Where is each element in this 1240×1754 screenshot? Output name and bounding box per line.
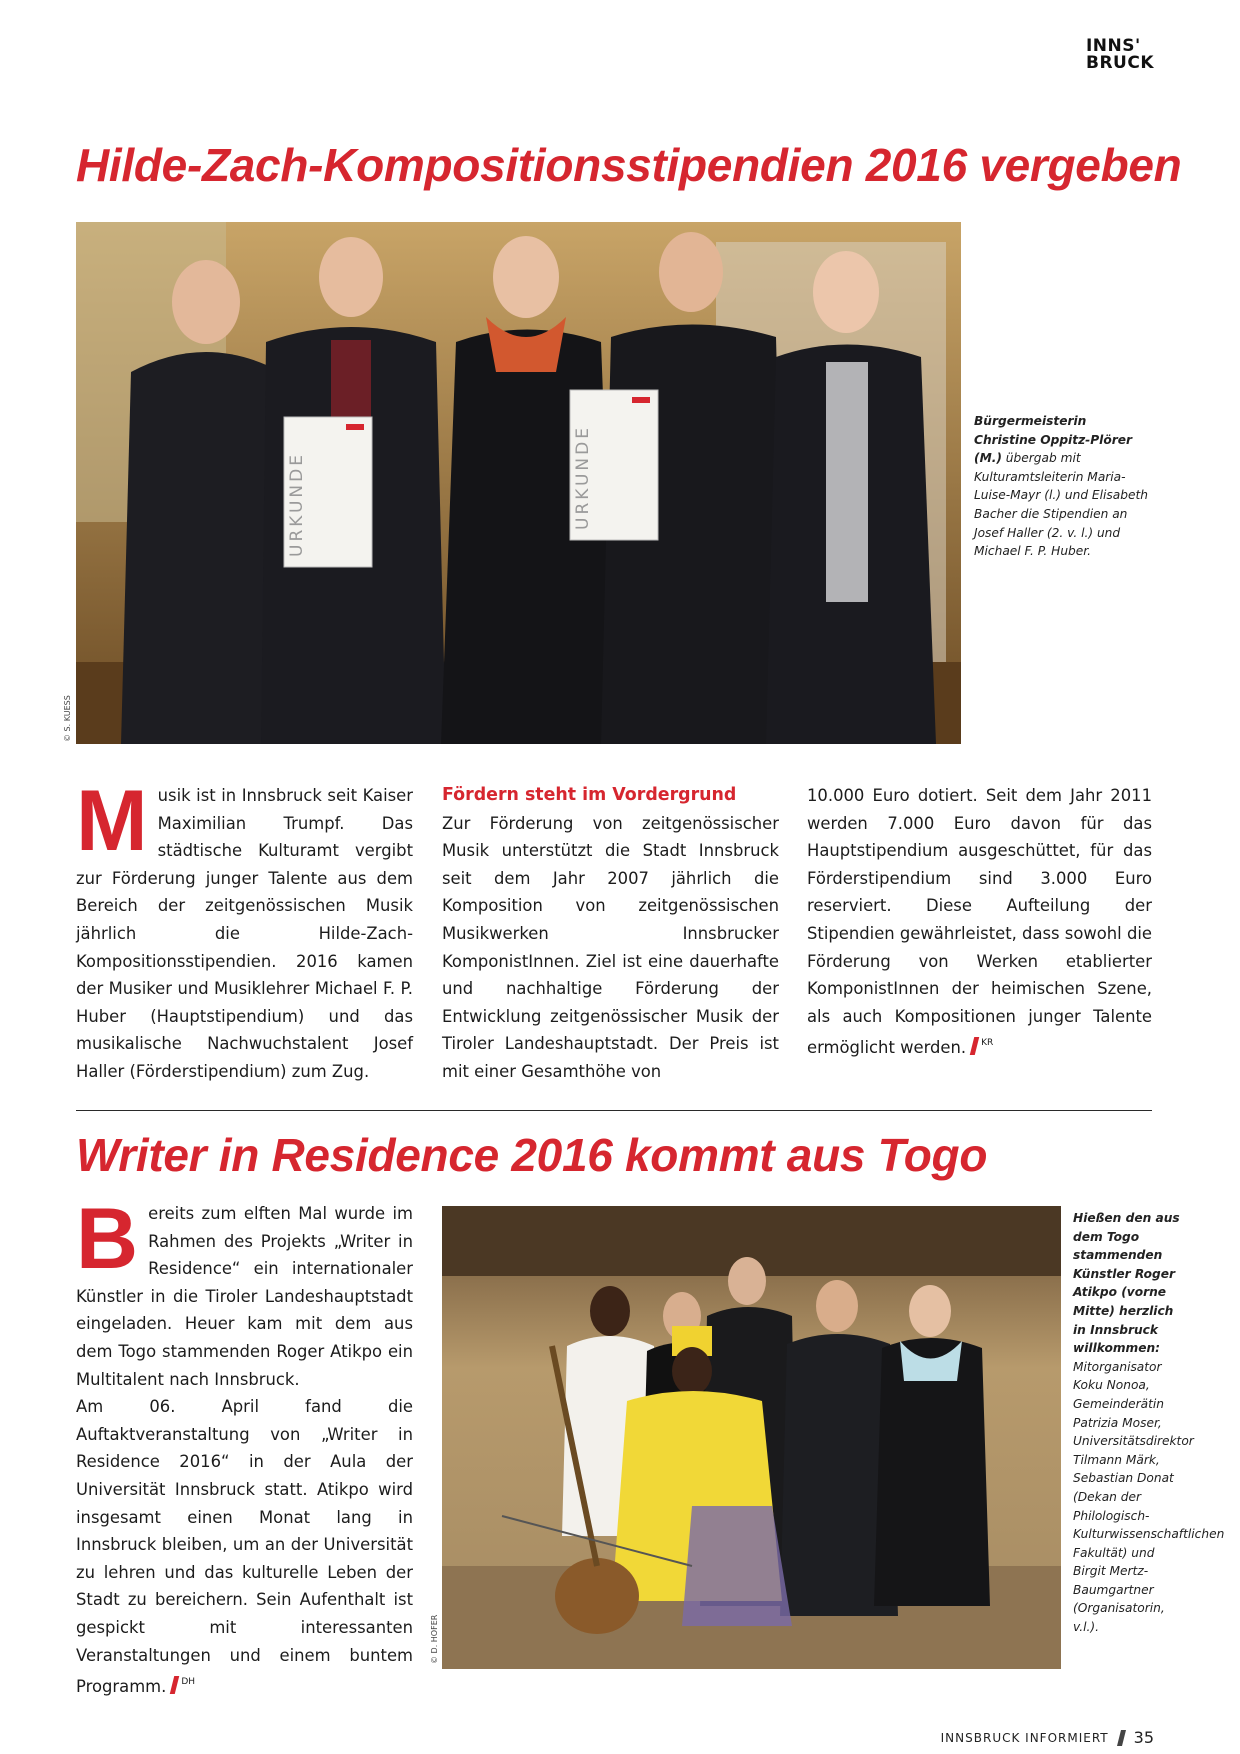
article2-caption — [1073, 1209, 1225, 1637]
article1-subhead: Fördern steht im Vordergrund — [442, 785, 737, 805]
article2-photo-credit: © D. HOFER — [430, 1614, 439, 1664]
article2-caption-bold: Hießen den aus dem Togo stammenden Künstler Roger Atikpo (vorne Mitte) herzlich in Innsbruck willkommen: — [1073, 1211, 1180, 1356]
article2-signature: DH — [181, 1677, 196, 1688]
article2-para1: ereits zum elften Mal wurde im Rahmen des Projekts „Writer in Residence“ ein internationaler Künstler in die Tiroler Landeshauptstadt eingeladen. Heuer kam mit dem aus dem Togo stammenden Roger Atikpo ein Multitalent nach Innsbruck. — [76, 1204, 413, 1389]
article1-column-1 — [76, 773, 413, 1086]
article1-caption-text: übergab mit Kulturamtsleiterin Maria-Luise-Mayr (l.) und Elisabeth Bacher die Stipendien an Josef Haller (2. v. l.) und Michael F. P. Huber. — [974, 451, 1148, 559]
article2-end-mark — [170, 1676, 179, 1694]
article1-col2-text: Zur Förderung von zeitgenössischer Musik unterstützt die Stadt Innsbruck seit dem Jahr 2007 jährlich die Komposition von zeitgenössischen Musikwerken Innsbrucker KomponistInnen. Ziel ist eine dauerhafte und nachhaltige Förderung der Entwicklung zeitgenössischer Musik der Tiroler Landeshauptstadt. Der Preis ist mit einer Gesamthöhe von — [442, 813, 779, 1081]
logo-line-2: BRUCK — [1085, 53, 1154, 73]
article1-end-mark — [970, 1037, 979, 1055]
article1-caption — [974, 412, 1152, 561]
footer-publication: INNSBRUCK INFORMIERT — [940, 1730, 1109, 1745]
article1-photo-credit: © S. KUESS — [63, 695, 72, 742]
article2-caption-text: Mitorganisator Koku Nonoa, Gemeinderätin Patrizia Moser, Universitätsdirektor Tilmann Märk, Sebastian Donat (Dekan der Philologisch-Kulturwissenschaftlichen Fakultät) und Birgit Mertz-Baumgartner (Organisatorin, v.l.). — [1073, 1359, 1225, 1635]
article1-column-2 — [442, 782, 779, 1086]
article1-column-3 — [807, 782, 1152, 1062]
page-footer — [941, 1728, 1154, 1747]
article1-headline: Hilde-Zach-Kompositionsstipendien 2016 vergeben — [76, 139, 1182, 191]
article1-signature: KR — [981, 1038, 994, 1049]
article1-col3-text: 10.000 Euro dotiert. Seit dem Jahr 2011 werden 7.000 Euro davon für das Hauptstipendium ausgeschüttet, für das Förderstipendium sind 3.000 Euro reserviert. Diese Aufteilung der Stipendien gewährleistet, dass sowohl die Förderung von Werken etablierter KomponistInnen der heimischen Szene, als auch Kompositionen junger Talente ermöglicht werden. — [807, 786, 1152, 1058]
article2-photo — [442, 1206, 1061, 1669]
article2-headline: Writer in Residence 2016 kommt aus Togo — [76, 1129, 988, 1181]
section-divider — [76, 1110, 1152, 1111]
article1-dropcap: M — [76, 773, 148, 869]
certificate-label-1: URKUNDE — [287, 452, 307, 557]
footer-divider — [1117, 1730, 1126, 1746]
article1-photo — [76, 222, 961, 744]
logo-line-1: INNS' — [1085, 36, 1141, 56]
article2-dropcap: B — [76, 1191, 139, 1287]
article2-column — [76, 1191, 413, 1701]
page-number: 35 — [1133, 1728, 1154, 1747]
article1-caption-bold: Bürgermeisterin Christine Oppitz-Plörer (M.) — [974, 414, 1132, 466]
certificate-label-2: URKUNDE — [573, 425, 593, 530]
article1-col1-text: usik ist in Innsbruck seit Kaiser Maximilian Trumpf. Das städtische Kulturamt vergibt zur Förderung junger Talente aus dem Bereich der zeitgenössischen Musik jährlich die Hilde-Zach-Kompositionsstipendien. 2016 kamen der Musiker und Musiklehrer Michael F. P. Huber (Hauptstipendium) und das musikalische Nachwuchstalent Josef Haller (Förderstipendium) zum Zug. — [76, 786, 413, 1081]
logo-innsbruck — [1086, 38, 1154, 72]
article2-para2: Am 06. April fand die Auftaktveranstaltung von „Writer in Residence 2016“ in der Aula der Universität Innsbruck statt. Atikpo wird insgesamt einen Monat lang in Innsbruck bleiben, um an der Universität zu lehren und das kulturelle Leben der Stadt zu bereichern. Sein Aufenthalt ist gespickt mit interessanten Veranstaltungen und einem buntem Programm. — [76, 1397, 413, 1697]
